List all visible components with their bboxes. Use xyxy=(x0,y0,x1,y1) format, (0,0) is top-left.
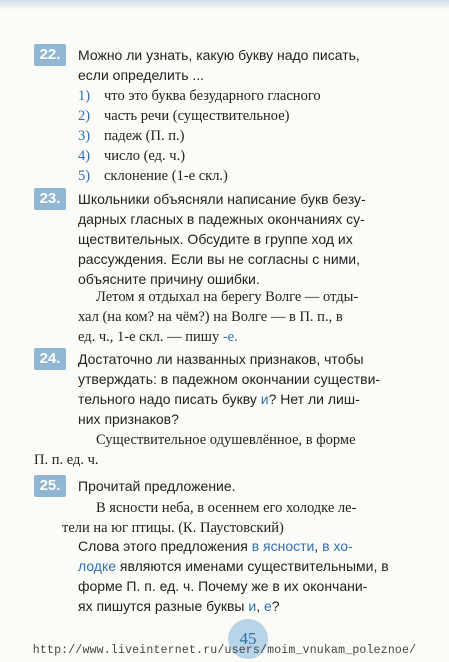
task-line: рассуждения. Если вы не согласны с ними, xyxy=(78,251,360,267)
task-line: дарных гласных в падежных окончаниях су- xyxy=(78,211,365,227)
task-line: если определить ... xyxy=(78,67,205,83)
page-number: 45 xyxy=(228,619,268,659)
answer-line: Существительное одушевлённое, в форме xyxy=(96,432,356,448)
list-item: 1) что это буква безударного гласного xyxy=(78,88,321,104)
list-item: 2) часть речи (существительное) xyxy=(78,108,290,124)
task-line: них признаков? xyxy=(78,411,179,427)
options-list xyxy=(78,86,416,186)
task-line: Можно ли узнать, какую букву надо писать, xyxy=(78,47,360,63)
task-line: тельного надо писать букву и? Нет ли лиш- xyxy=(78,391,360,407)
quote-text xyxy=(62,498,416,538)
task-line: утверждать: в падежном окончании существи- xyxy=(78,371,381,387)
task-line: ях пишутся разные буквы и, е? xyxy=(78,598,280,614)
page-top-edge xyxy=(0,0,449,10)
task-line: Достаточно ли названных признаков, чтобы xyxy=(78,351,364,367)
task-line: Школьники объясняли написание букв безу- xyxy=(78,191,366,207)
exercise-number-badge: 23. xyxy=(34,188,66,210)
quote-line: тели на юг птицы. (К. Паустовский) xyxy=(62,520,284,536)
example-line: ед. ч., 1-е скл. — пишу -е. xyxy=(78,329,238,345)
exercise-task xyxy=(78,45,416,85)
task-line: ществительных. Обсудите в группе ход их xyxy=(78,231,353,247)
task-line: форме П. п. ед. ч. Почему же в их окончани- xyxy=(78,578,368,594)
task-line: Слова этого предложения в ясности, в хо- xyxy=(78,538,353,554)
exercise-title: Прочитай предложение. xyxy=(78,478,236,494)
example-line: Летом я отдыхал на берегу Волге — отды- xyxy=(96,289,359,305)
task-line: лодке являются именами существительными, в xyxy=(78,558,389,574)
exercise-number-badge: 24. xyxy=(34,348,66,370)
example-text xyxy=(78,287,416,347)
list-item: 4) число (ед. ч.) xyxy=(78,148,186,164)
exercise-task xyxy=(78,349,416,429)
source-url: http://www.liveinternet.ru/users/moim_vnukam_poleznoe/ xyxy=(32,644,417,657)
exercise-number-badge: 22. xyxy=(34,44,66,66)
exercise-task xyxy=(78,536,416,616)
answer-text xyxy=(34,430,416,470)
task-line: объясните причину ошибки. xyxy=(78,271,260,287)
list-item: 5) склонение (1-е скл.) xyxy=(78,168,228,184)
exercise-number-badge: 25. xyxy=(34,475,66,497)
answer-line: П. п. ед. ч. xyxy=(34,452,99,468)
exercise-task xyxy=(78,189,416,289)
example-line: хал (на ком? на чём?) на Волге — в П. п., в xyxy=(78,309,343,325)
list-item: 3) падеж (П. п.) xyxy=(78,128,185,144)
quote-line: В ясности неба, в осеннем его холодке ле- xyxy=(96,500,357,516)
